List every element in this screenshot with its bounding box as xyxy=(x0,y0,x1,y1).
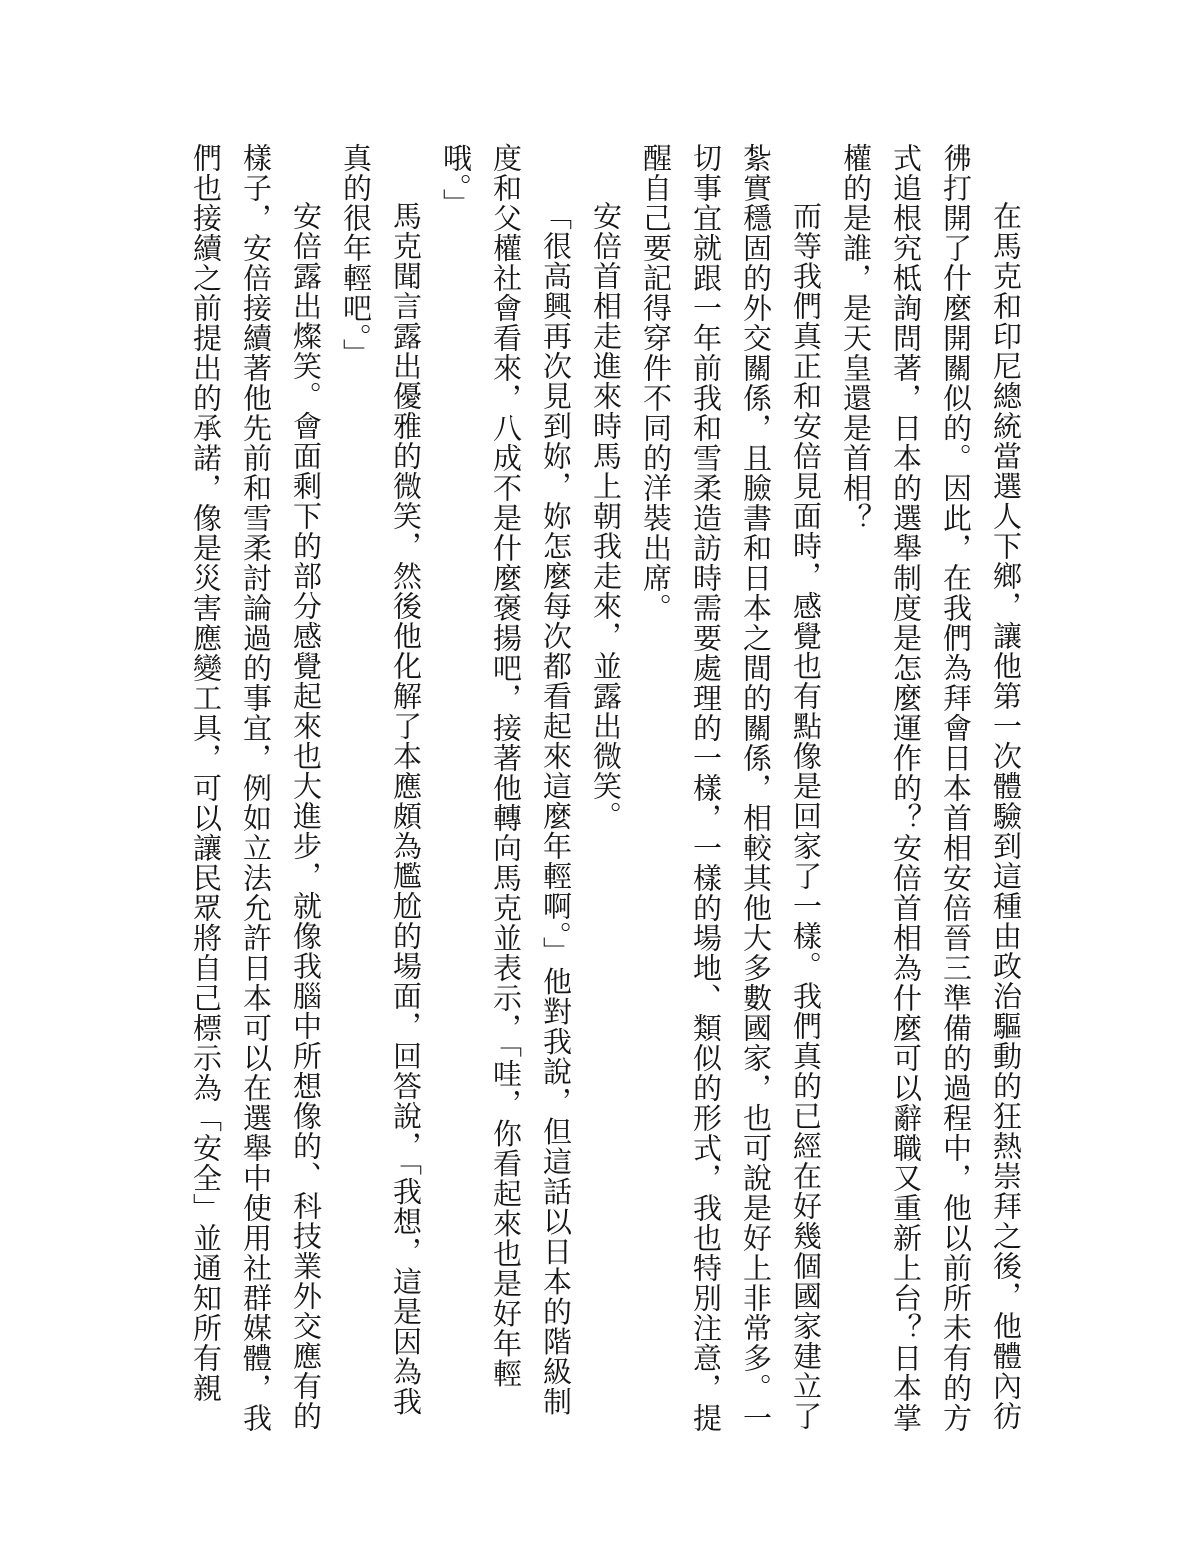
paragraph-1: 在馬克和印尼總統當選人下鄉，讓他第一次體驗到這種由政治驅動的狂熱崇拜之後，他體內彷彿打開了什麼開關似的。因此，在我們為拜會日本首相安倍晉三準備的過程中，他以前所未有的方式追根究柢詢問著，日本的選舉制度是怎麼運作的？安倍首相為什麼可以辭職又重新上台？日本掌權的是誰，是天皇還是首相？ xyxy=(839,143,1021,1433)
vertical-text-block xyxy=(180,143,1030,1441)
paragraph-5: 馬克聞言露出優雅的微笑，然後他化解了本應頗為尷尬的場面，回答說，「我想，這是因為我真的很年輕吧。」 xyxy=(339,143,421,1417)
paragraph-2: 而等我們真正和安倍見面時，感覺也有點像是回家了一樣。我們真的已經在好幾個國家建立了紮實穩固的外交關係，且臉書和日本之間的關係，相較其他大多數國家，也可說是好上非常多。一切事宜就跟一年前我和雪柔造訪時需要處理的一樣，一樣的場地、類似的形式，我也特別注意，提醒自己要記得穿件不同的洋裝出席。 xyxy=(639,143,821,1433)
paragraph-6: 安倍露出燦笑。會面剩下的部分感覺起來也大進步，就像我腦中所想像的、科技業外交應有的樣子，安倍接續著他先前和雪柔討論過的事宜，例如立法允許日本可以在選舉中使用社群媒體，我們也接續之前提出的承諾，像是災害應變工具，可以讓民眾將自己標示為「安全」並通知所有親 xyxy=(189,143,321,1433)
paragraph-4: 「很高興再次見到妳，妳怎麼每次都看起來這麼年輕啊。」他對我說，但這話以日本的階級制度和父權社會看來，八成不是什麼褒揚吧，接著他轉向馬克並表示，「哇，你看起來也是好年輕哦。」 xyxy=(439,143,571,1417)
paragraph-3: 安倍首相走進來時馬上朝我走來，並露出微笑。 xyxy=(589,201,621,831)
